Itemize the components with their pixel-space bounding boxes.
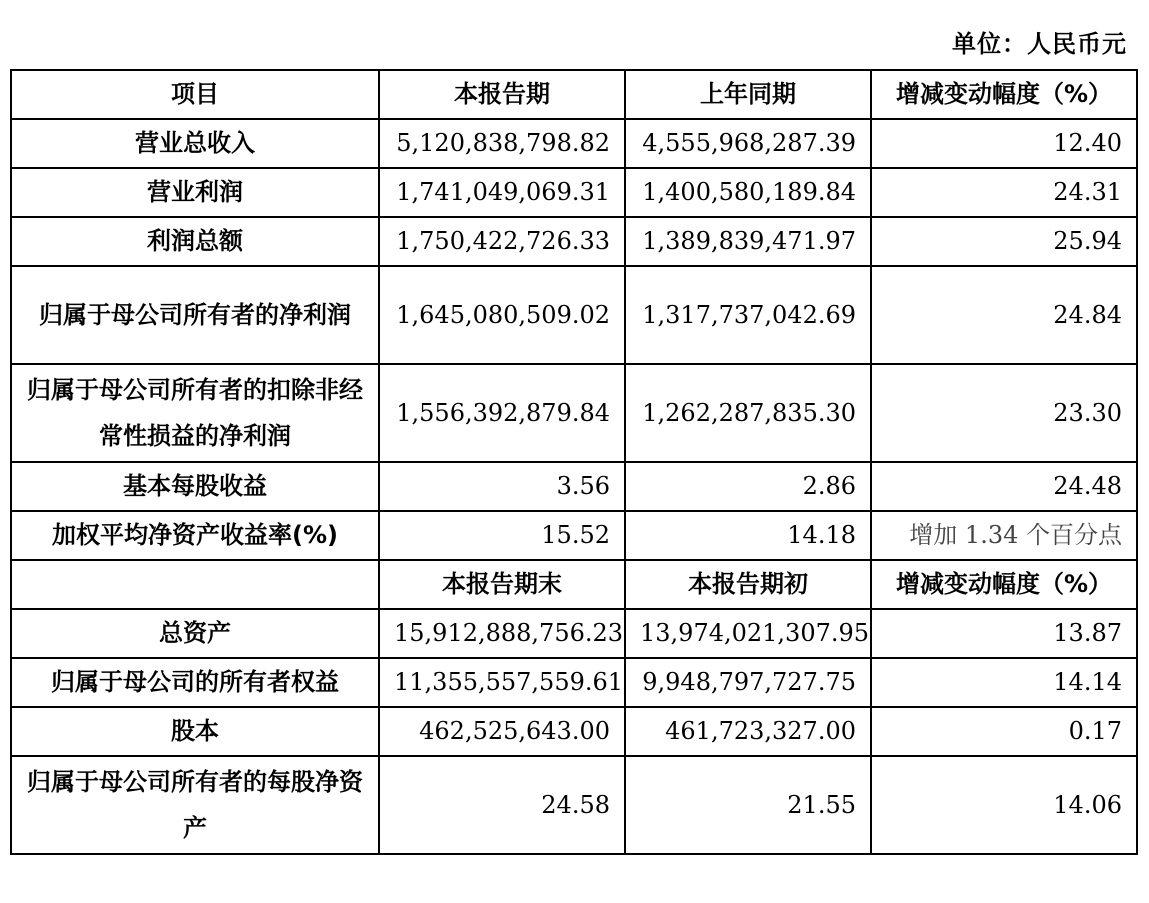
row-label: 营业总收入 bbox=[11, 119, 379, 168]
change-value: 24.31 bbox=[871, 168, 1137, 217]
change-value: 增加 1.34 个百分点 bbox=[871, 511, 1137, 560]
period-start-value: 21.55 bbox=[625, 756, 871, 854]
row-label: 总资产 bbox=[11, 609, 379, 658]
header-change: 增减变动幅度（%） bbox=[871, 70, 1137, 119]
row-label: 归属于母公司的所有者权益 bbox=[11, 658, 379, 707]
row-label: 利润总额 bbox=[11, 217, 379, 266]
table-row bbox=[11, 511, 1137, 560]
period-end-value: 15,912,888,756.23 bbox=[379, 609, 625, 658]
change-value: 25.94 bbox=[871, 217, 1137, 266]
current-value: 15.52 bbox=[379, 511, 625, 560]
row-label: 股本 bbox=[11, 707, 379, 756]
change-value: 12.40 bbox=[871, 119, 1137, 168]
current-value: 5,120,838,798.82 bbox=[379, 119, 625, 168]
row-label: 营业利润 bbox=[11, 168, 379, 217]
table-row bbox=[11, 217, 1137, 266]
current-value: 3.56 bbox=[379, 462, 625, 511]
current-value: 1,750,422,726.33 bbox=[379, 217, 625, 266]
current-value: 1,741,049,069.31 bbox=[379, 168, 625, 217]
row-label: 归属于母公司所有者的扣除非经常性损益的净利润 bbox=[11, 364, 379, 462]
table-row bbox=[11, 266, 1137, 364]
subheader-period-end: 本报告期末 bbox=[379, 560, 625, 609]
change-value: 24.84 bbox=[871, 266, 1137, 364]
table-row bbox=[11, 168, 1137, 217]
period-start-value: 461,723,327.00 bbox=[625, 707, 871, 756]
unit-label: 单位：人民币元 bbox=[952, 30, 1127, 58]
prior-value: 1,317,737,042.69 bbox=[625, 266, 871, 364]
change-value: 0.17 bbox=[871, 707, 1137, 756]
prior-value: 4,555,968,287.39 bbox=[625, 119, 871, 168]
current-value: 1,556,392,879.84 bbox=[379, 364, 625, 462]
prior-value: 14.18 bbox=[625, 511, 871, 560]
period-start-value: 13,974,021,307.95 bbox=[625, 609, 871, 658]
table-row bbox=[11, 119, 1137, 168]
header-prior-period: 上年同期 bbox=[625, 70, 871, 119]
change-value: 13.87 bbox=[871, 609, 1137, 658]
header-current-period: 本报告期 bbox=[379, 70, 625, 119]
subheader-item bbox=[11, 560, 379, 609]
subheader-change: 增减变动幅度（%） bbox=[871, 560, 1137, 609]
period-end-value: 462,525,643.00 bbox=[379, 707, 625, 756]
table-row bbox=[11, 658, 1137, 707]
current-value: 1,645,080,509.02 bbox=[379, 266, 625, 364]
table-row bbox=[11, 364, 1137, 462]
table-row bbox=[11, 707, 1137, 756]
financial-summary-table bbox=[10, 69, 1138, 855]
prior-value: 1,400,580,189.84 bbox=[625, 168, 871, 217]
period-end-value: 11,355,557,559.61 bbox=[379, 658, 625, 707]
table-row bbox=[11, 756, 1137, 854]
prior-value: 2.86 bbox=[625, 462, 871, 511]
change-value: 24.48 bbox=[871, 462, 1137, 511]
row-label: 基本每股收益 bbox=[11, 462, 379, 511]
row-label: 归属于母公司所有者的净利润 bbox=[11, 266, 379, 364]
period-start-value: 9,948,797,727.75 bbox=[625, 658, 871, 707]
subheader-period-start: 本报告期初 bbox=[625, 560, 871, 609]
row-label: 加权平均净资产收益率(%) bbox=[11, 511, 379, 560]
table-header-row bbox=[11, 70, 1137, 119]
row-label: 归属于母公司所有者的每股净资产 bbox=[11, 756, 379, 854]
period-end-value: 24.58 bbox=[379, 756, 625, 854]
change-value: 14.14 bbox=[871, 658, 1137, 707]
table-subheader-row bbox=[11, 560, 1137, 609]
prior-value: 1,389,839,471.97 bbox=[625, 217, 871, 266]
change-value: 23.30 bbox=[871, 364, 1137, 462]
header-item: 项目 bbox=[11, 70, 379, 119]
prior-value: 1,262,287,835.30 bbox=[625, 364, 871, 462]
table-row bbox=[11, 462, 1137, 511]
change-value: 14.06 bbox=[871, 756, 1137, 854]
table-row bbox=[11, 609, 1137, 658]
